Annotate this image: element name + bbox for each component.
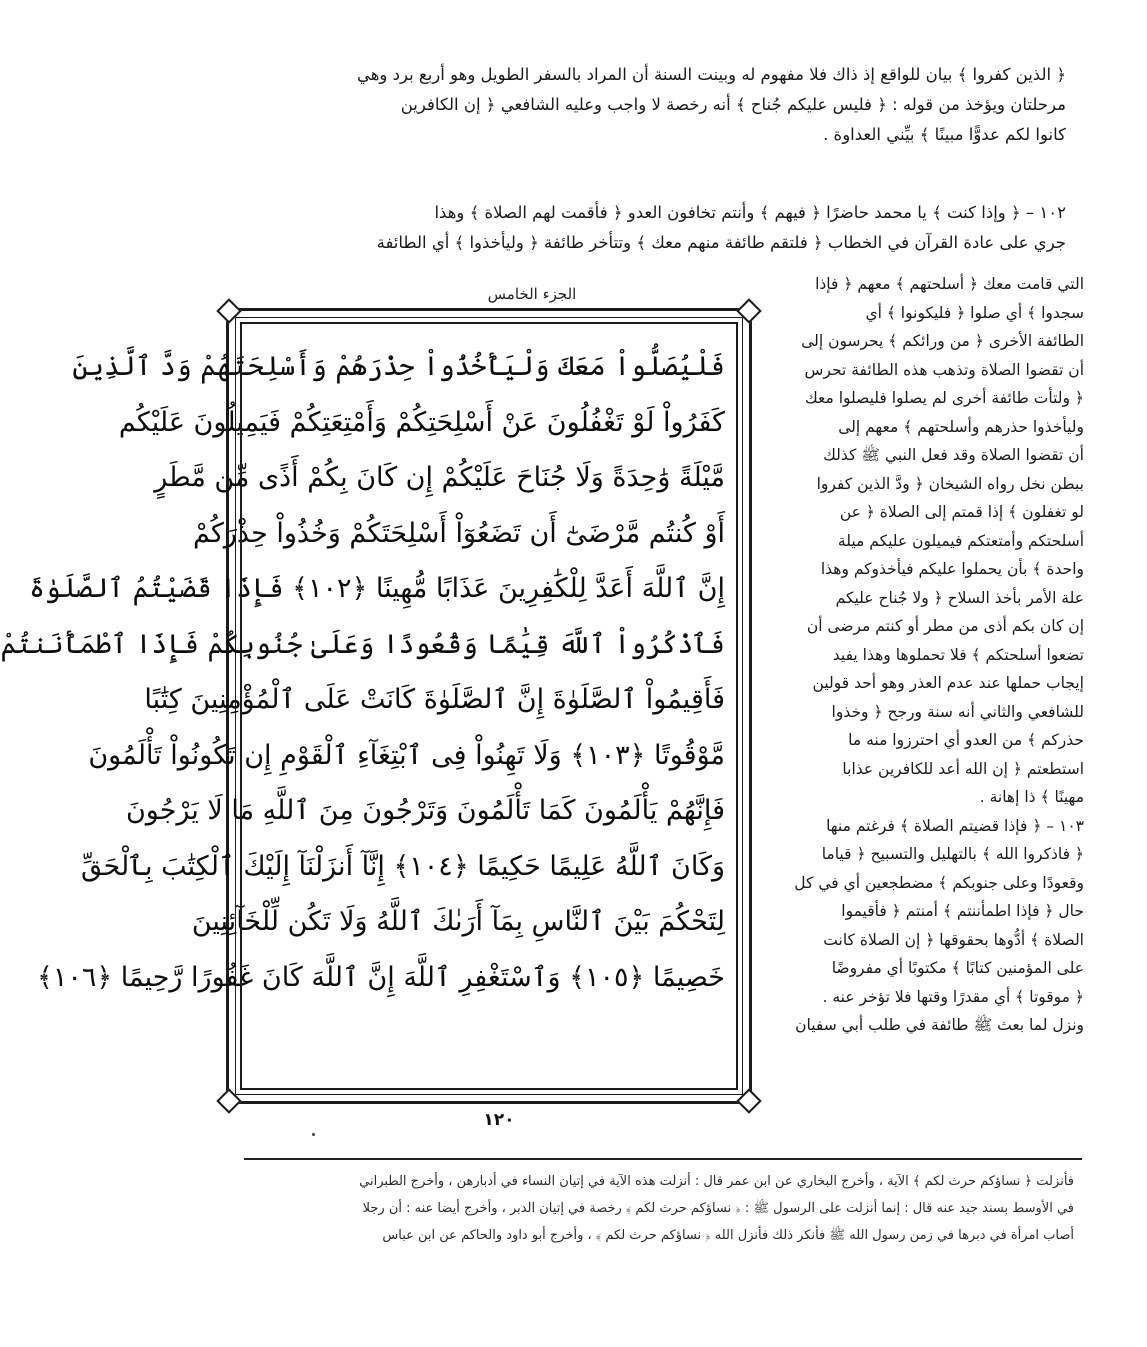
commentary-line: واحدة ﴾ بأن يحملوا عليكم فيأخذوكم وهذا [820, 560, 1084, 578]
quran-line: وَكَانَ ٱللَّهُ عَلِيمًا حَكِيمًا ﴿١٠٤﴾ إِنَّآ أَنزَلْنَآ إِلَيْكَ ٱلْكِتَٰبَ بِٱلْحَقِّ [81, 850, 725, 882]
quran-verses [0, 339, 725, 1005]
page-number: ١٢٠ [483, 1110, 515, 1130]
commentary-line: حال ﴿ فإذا اطمأننتم ﴾ أمنتم ﴿ فأقيموا [841, 902, 1084, 920]
commentary-line: إيجاب حملها عند عدم العذر وهو أحد قولين [812, 674, 1084, 692]
commentary-line: الصلاة ﴾ أدُّوها بحقوقها ﴿ إن الصلاة كانت [823, 930, 1084, 949]
commentary-line: تضعوا أسلحتكم ﴾ فلا تحملوها وهذا يفيد [832, 645, 1084, 664]
quran-text-frame [0, 308, 752, 1104]
commentary-line: أن تقضوا الصلاة وتذهب هذه الطائفة تحرس [804, 360, 1084, 379]
quran-line: مَّيْلَةً وَٰحِدَةً وَلَا جُنَاحَ عَلَيْكُمْ إِن كَانَ بِكُمْ أَذًى مِّن مَّطَرٍ [154, 462, 725, 493]
frame-corner-ornament [216, 298, 241, 323]
quran-line: فَلْيُصَلُّواْ مَعَكَ وَلْيَأْخُذُواْ حِذْرَهُمْ وَأَسْلِحَتَهُمْ وَدَّ ٱلَّذِينَ [72, 351, 725, 382]
commentary-line: ﴿ ولتأت طائفة أخرى لم يصلوا فليصلوا معك [804, 389, 1084, 407]
commentary-line: ﴿ فاذكروا الله ﴾ بالتهليل والتسبيح ﴿ قياما [821, 845, 1084, 863]
commentary-line: وليأخذوا حذرهم وأسلحتهم ﴾ معهم إلى [838, 417, 1084, 436]
footnote-line: في الأوسط بسند جيد عنه قال : إنما أنزلت على الرسول ﷺ : ﴿ نساؤكم حرث لكم ﴾ رخصة في إتيان الدبر ، وأخرج أيضا عنه : أن رجلا [362, 1201, 1074, 1216]
print-speck [312, 1133, 315, 1136]
commentary-line: ﴿ موقوتا ﴾ أي مقدرًا وقتها فلا تؤخر عنه . [822, 987, 1084, 1006]
commentary-line: إن كان بكم أذى من مطر أو كنتم مرضى أن [806, 617, 1084, 635]
commentary-line: لو تغفلون ﴾ إذا قمتم إلى الصلاة ﴿ عن [839, 503, 1084, 521]
commentary-line: التي قامت معك ﴿ أسلحتهم ﴾ معهم ﴿ فإذا [815, 275, 1084, 293]
commentary-line: ﴿ الذين كفروا ﴾ بيان للواقع إذ ذاك فلا مفهوم له وبينت السنة أن المراد بالسفر الطويل وهو أربع برد وهي [356, 65, 1066, 84]
footnote-line: فأنزلت ﴿ نساؤكم حرث لكم ﴾ الآية ، وأخرج البخاري عن ابن عمر قال : أنزلت هذه الآية في إتيان النساء في أدبارهن ، وأخرج الطبراني [359, 1174, 1074, 1189]
verse-102-commentary [226, 198, 1066, 258]
top-commentary [226, 60, 1066, 150]
commentary-line: مرحلتان ويؤخذ من قوله : ﴿ فليس عليكم جُناح ﴾ أنه رخصة لا واجب وعليه الشافعي ﴿ إن الكافرين [400, 95, 1066, 114]
frame-corner-ornament [216, 1088, 241, 1113]
juz-header: الجزء الخامس [487, 285, 577, 303]
commentary-line: استطعتم ﴿ إن الله أعد للكافرين عذابا [842, 759, 1084, 778]
commentary-line: ١٠٣ – ﴿ فإذا قضيتم الصلاة ﴾ فرغتم منها [826, 816, 1084, 835]
quran-line: فَأَقِيمُواْ ٱلصَّلَوٰةَ إِنَّ ٱلصَّلَوٰةَ كَانَتْ عَلَى ٱلْمُؤْمِنِينَ كِتَٰبًا [144, 684, 725, 715]
commentary-line: ١٠٢ – ﴿ وإذا كنت ﴾ يا محمد حاضرًا ﴿ فيهم ﴾ وأنتم تخافون العدو ﴿ فأقمت لهم الصلاة ﴾ وهذا [434, 203, 1066, 222]
footnote-line: أصاب امرأة في دبرها في زمن رسول الله ﷺ فأنكر ذلك فأنزل الله ﴿ نساؤكم حرث لكم ﴾ ، وأخرج أبو داود والحاكم عن ابن عباس [382, 1228, 1074, 1243]
quran-line: فَإِنَّهُمْ يَأْلَمُونَ كَمَا تَأْلَمُونَ وَتَرْجُونَ مِنَ ٱللَّهِ مَا لَا يَرْجُونَ [125, 795, 725, 826]
commentary-line: الطائفة الأخرى ﴿ من ورائكم ﴾ يحرسون إلى [801, 332, 1084, 350]
frame-corner-ornament [736, 1088, 761, 1113]
commentary-line: ونزل لما بعث ﷺ طائفة في طلب أبي سفيان [795, 1016, 1084, 1034]
commentary-line: للشافعي والثاني أنه سنة ورجح ﴿ وخذوا [831, 702, 1084, 721]
footnotes [244, 1168, 1074, 1249]
quran-line: إِنَّ ٱللَّهَ أَعَدَّ لِلْكَٰفِرِينَ عَذَابًا مُّهِينًا ﴿١٠٢﴾ فَإِذَا قَضَيْتُمُ ٱلصَّلَوٰةَ [29, 573, 725, 604]
commentary-line: على المؤمنين كتابًا ﴾ مكتوبًا أي مفروضًا [831, 959, 1084, 977]
footnote-divider [244, 1158, 1082, 1160]
commentary-line: ببطن نخل رواه الشيخان ﴿ ودَّ الذين كفروا [816, 474, 1084, 493]
quran-line: خَصِيمًا ﴿١٠٥﴾ وَٱسْتَغْفِرِ ٱللَّهَ إِنَّ ٱللَّهَ كَانَ غَفُورًا رَّحِيمًا ﴿١٠٦﴾ [36, 961, 725, 993]
quran-line: لِتَحْكُمَ بَيْنَ ٱلنَّاسِ بِمَآ أَرَىٰكَ ٱللَّهُ وَلَا تَكُن لِّلْخَآئِنِينَ [191, 906, 725, 937]
commentary-line: وقعودًا وعلى جنوبكم ﴾ مضطجعين أي في كل [794, 873, 1084, 892]
commentary-line: أن تقضوا الصلاة وقد فعل النبي ﷺ كذلك [823, 446, 1084, 464]
commentary-line: كانوا لكم عدوًّا مبينًا ﴾ بيِّني العداوة . [823, 125, 1066, 144]
commentary-line: أسلحتكم وأمتعتكم فيميلون عليكم ميلة [837, 531, 1084, 550]
side-commentary [764, 270, 1084, 1040]
commentary-line: مهينًا ﴾ ذا إهانة . [979, 788, 1084, 806]
commentary-line: سجدوا ﴾ أي صلوا ﴿ فليكونوا ﴾ أي [865, 303, 1084, 322]
commentary-line: علة الأمر بأخذ السلاح ﴿ ولا جُناح عليكم [835, 588, 1084, 607]
quran-line: فَٱذْكُرُواْ ٱللَّهَ قِيَٰمًا وَقُعُودًا وَعَلَىٰ جُنُوبِكُمْ فَإِذَا ٱطْمَأْنَنتُمْ [0, 628, 725, 660]
frame-corner-ornament [736, 298, 761, 323]
quran-line: أَوْ كُنتُم مَّرْضَىٰٓ أَن تَضَعُوٓاْ أَسْلِحَتَكُمْ وَخُذُواْ حِذْرَكُمْ [193, 517, 725, 549]
commentary-line: جري على عادة القرآن في الخطاب ﴿ فلتقم طائفة منهم معك ﴾ وتتأخر طائفة ﴿ وليأخذوا ﴾ أي الطائفة [376, 233, 1066, 252]
quran-line: مَّوْقُوتًا ﴿١٠٣﴾ وَلَا تَهِنُواْ فِى ٱبْتِغَآءِ ٱلْقَوْمِ إِن تَكُونُواْ تَأْلَمُونَ [88, 739, 725, 771]
quran-line: كَفَرُواْ لَوْ تَغْفُلُونَ عَنْ أَسْلِحَتِكُمْ وَأَمْتِعَتِكُمْ فَيَمِيلُونَ عَلَيْكُم [118, 406, 725, 438]
commentary-line: حذركم ﴾ من العدو أي احترزوا منه ما [848, 731, 1084, 749]
